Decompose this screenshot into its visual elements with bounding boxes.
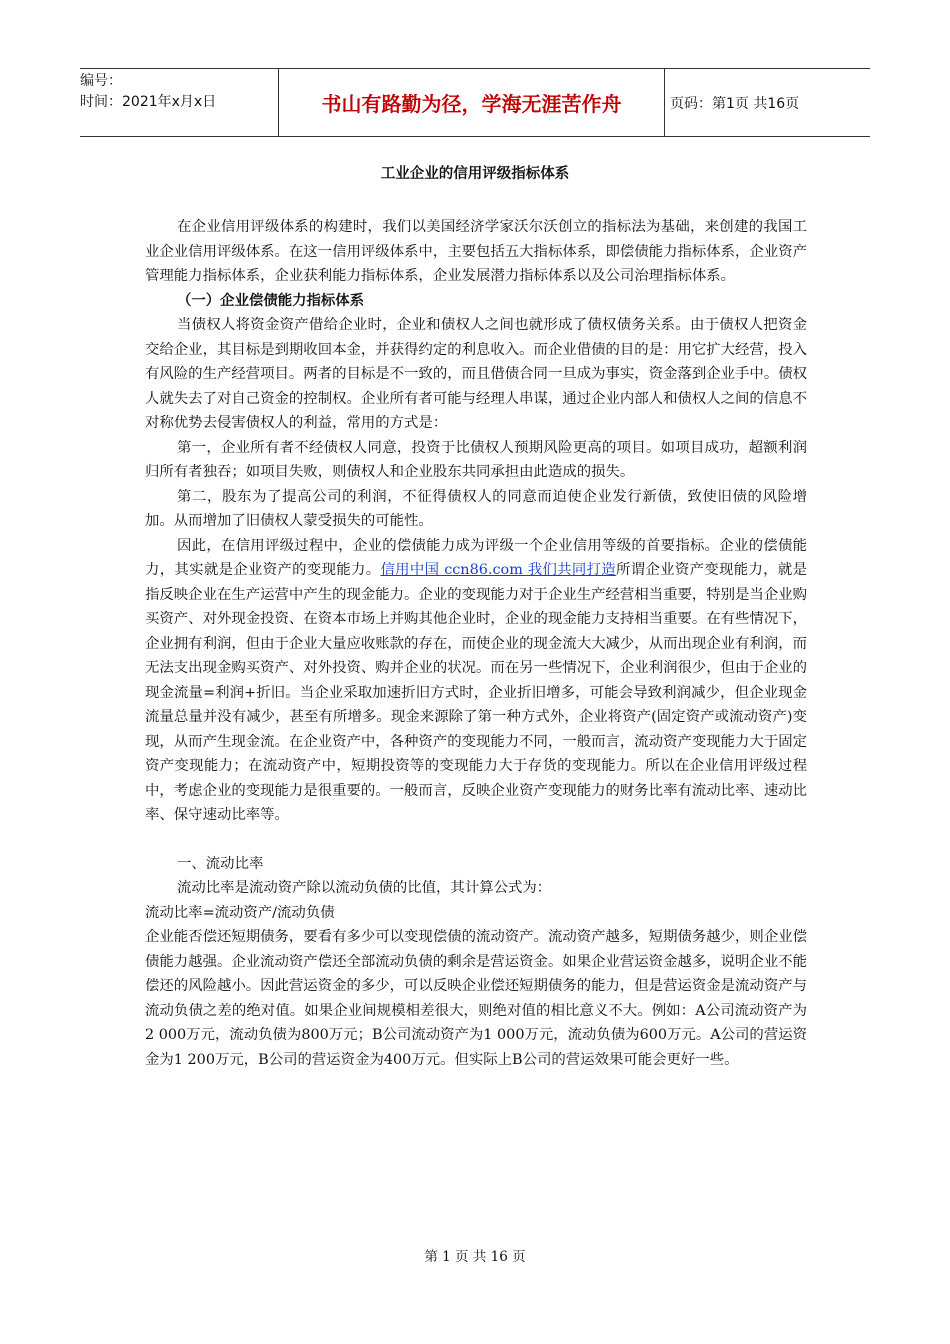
header-motto: 书山有路勤为径，学海无涯苦作舟 [278, 69, 665, 136]
page-header [80, 68, 870, 137]
paragraph-text: 所谓企业资产变现能力，就是指反映企业在生产运营中产生的现金能力。企业的变现能力对于企业生产经营相当重要，特别是当企业购买资产、对外现金投资、在资本市场上并购其他企业时，企业的现金能力支持相当重要。在有些情况下，企业拥有利润，但由于企业大量应收账款的存在，而使企业的现金流大大减少，从而出现企业有利润，而无法支出现金购买资产、对外投资、购并企业的状况。而在另一些情况下，企业利润很少，但由于企业的现金流量=利润+折旧。当企业采取加速折旧方式时，企业折旧增多，可能会导致利润减少，但企业现金流量总量并没有减少，甚至有所增多。现金来源除了第一种方式外，企业将资产(固定资产或流动资产)变现，从而产生现金流。在企业资产中，各种资产的变现能力不同，一般而言，流动资产变现能力大于固定资产变现能力；在流动资产中，短期投资等的变现能力大于存货的变现能力。所以在企业信用评级过程中，考虑企业的变现能力是很重要的。一般而言，反映企业资产变现能力的财务比率有流动比率、速动比率、保守速动比率等。 [145, 562, 807, 823]
number-label: 编号： [80, 73, 122, 89]
paragraph: 第二，股东为了提高公司的利润，不征得债权人的同意而迫使企业发行新债，致使旧债的风险增加。从而增加了旧债权人蒙受损失的可能性。 [145, 488, 807, 529]
intro-paragraph: 在企业信用评级体系的构建时，我们以美国经济学家沃尔沃创立的指标法为基础，来创建的我国工业企业信用评级体系。在这一信用评级体系中，主要包括五大指标体系，即偿债能力指标体系，企业资产管理能力指标体系，企业获利能力指标体系，企业发展潜力指标体系以及公司治理指标体系。 [145, 219, 807, 284]
document-body [145, 215, 807, 1072]
header-meta [80, 69, 278, 138]
spacer [145, 828, 807, 852]
credit-china-link[interactable]: 信用中国 ccn86.com 我们共同打造 [380, 562, 617, 578]
header-page-info: 页码：第1页 共16页 [670, 95, 800, 112]
paragraph: 流动比率是流动资产除以流动负债的比值，其计算公式为： [177, 880, 552, 896]
paragraph-with-link [145, 534, 807, 828]
paragraph: 企业能否偿还短期债务，要看有多少可以变现偿债的流动资产。流动资产越多，短期债务越少，则企业偿债能力越强。企业流动资产偿还全部流动负债的剩余是营运资金。如果企业营运资金越多，说明企业不能偿还的风险越小。因此营运资金的多少，可以反映企业偿还短期债务的能力，但是营运资金是流动资产与流动负债之差的绝对值。如果企业间规模相差很大，则绝对值的相比意义不大。例如：A公司流动资产为2 000万元，流动负债为800万元；B公司流动资产为1 000万元，流动负债为600万元。A公司的营运资金为1 200万元，B公司的营运资金为400万元。但实际上B公司的营运效果可能会更好一些。 [145, 929, 807, 1068]
paragraph: 当债权人将资金资产借给企业时，企业和债权人之间也就形成了债权债务关系。由于债权人把资金交给企业，其目标是到期收回本金，并获得约定的利息收入。而企业借债的目的是：用它扩大经营，投入有风险的生产经营项目。两者的目标是不一致的，而且借债合同一旦成为事实，资金落到企业手中。债权人就失去了对自己资金的控制权。企业所有者可能与经理人串谋，通过企业内部人和债权人之间的信息不对称优势去侵害债权人的利益，常用的方式是： [145, 317, 807, 431]
subsection-heading: 一、流动比率 [177, 855, 264, 872]
section-heading: （一）企业偿债能力指标体系 [177, 292, 365, 309]
time-label: 时间：2021年x月x日 [80, 94, 217, 110]
paragraph-text: 因此，在信用评级过程中，企业的偿债能力成为评级一个企业信用等级的首要指标。企业的偿债能力，其实就是企业资产的变现能力。 [145, 537, 807, 578]
document-title: 工业企业的信用评级指标体系 [380, 166, 570, 182]
paragraph: 第一，企业所有者不经债权人同意，投资于比债权人预期风险更高的项目。如项目成功，超额利润归所有者独吞；如项目失败，则债权人和企业股东共同承担由此造成的损失。 [145, 439, 807, 480]
page-footer: 第 1 页 共 16 页 [424, 1249, 526, 1265]
formula: 流动比率=流动资产/流动负债 [145, 904, 335, 921]
